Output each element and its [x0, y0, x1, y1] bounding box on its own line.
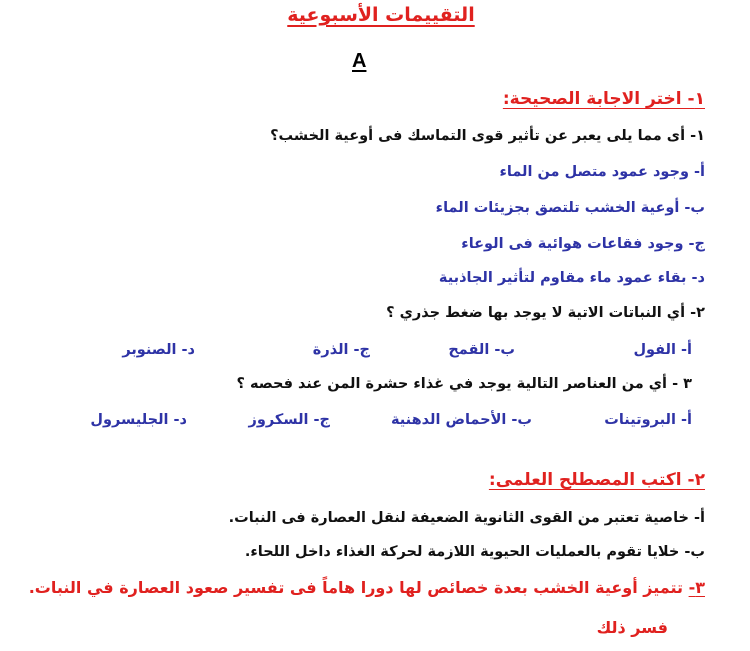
question-1: ١- أى مما يلى يعبر عن تأثير قوى التماسك فى أوعية الخشب؟ [270, 128, 705, 144]
q1-option-d: د- بقاء عمود ماء مقاوم لتأثير الجاذبية [438, 270, 705, 286]
term-item-b: ب- خلايا تقوم بالعمليات الحيوية اللازمة لحركة الغذاء داخل اللحاء. [244, 544, 705, 560]
page-title: التقييمات الأسبوعية [287, 4, 475, 26]
q3-option-c: ج- السكروز [248, 412, 330, 428]
q1-option-c: ج- وجود فقاعات هوائية فى الوعاء [461, 236, 705, 252]
question-3: ٣ - أي من العناصر التالية يوجد في غذاء حشرة المن عند فحصه ؟ [236, 376, 692, 392]
section-2-heading: ٢- اكتب المصطلح العلمى: [488, 470, 705, 490]
section-3-number: ٣- [688, 578, 705, 597]
q2-option-a: أ- الفول [633, 342, 692, 358]
q2-option-c: ج- الذرة [312, 342, 370, 358]
section-3-statement [29, 578, 705, 597]
term-item-a: أ- خاصية تعتبر من القوى الثانوية الضعيفة لنقل العصارة فى النبات. [228, 510, 705, 526]
section-3-followup: فسر ذلك [596, 618, 668, 637]
q2-option-d: د- الصنوبر [122, 342, 195, 358]
q1-option-b: ب- أوعية الخشب تلتصق بجزيئات الماء [435, 200, 705, 216]
q3-option-a: أ- البروتينات [604, 412, 692, 428]
q1-option-a: أ- وجود عمود متصل من الماء [499, 164, 705, 180]
section-3-text: تتميز أوعية الخشب بعدة خصائص لها دورا هاماً فى تفسير صعود العصارة في النبات. [28, 578, 689, 597]
question-2: ٢- أي النباتات الاتية لا يوجد بها ضغط جذري ؟ [386, 305, 705, 321]
q3-option-d: د- الجليسرول [90, 412, 187, 428]
q3-option-b: ب- الأحماض الدهنية [390, 412, 532, 428]
version-label: A [352, 50, 367, 72]
section-1-heading: ١- اختر الاجابة الصحيحة: [502, 89, 705, 109]
q2-option-b: ب- القمح [448, 342, 515, 358]
